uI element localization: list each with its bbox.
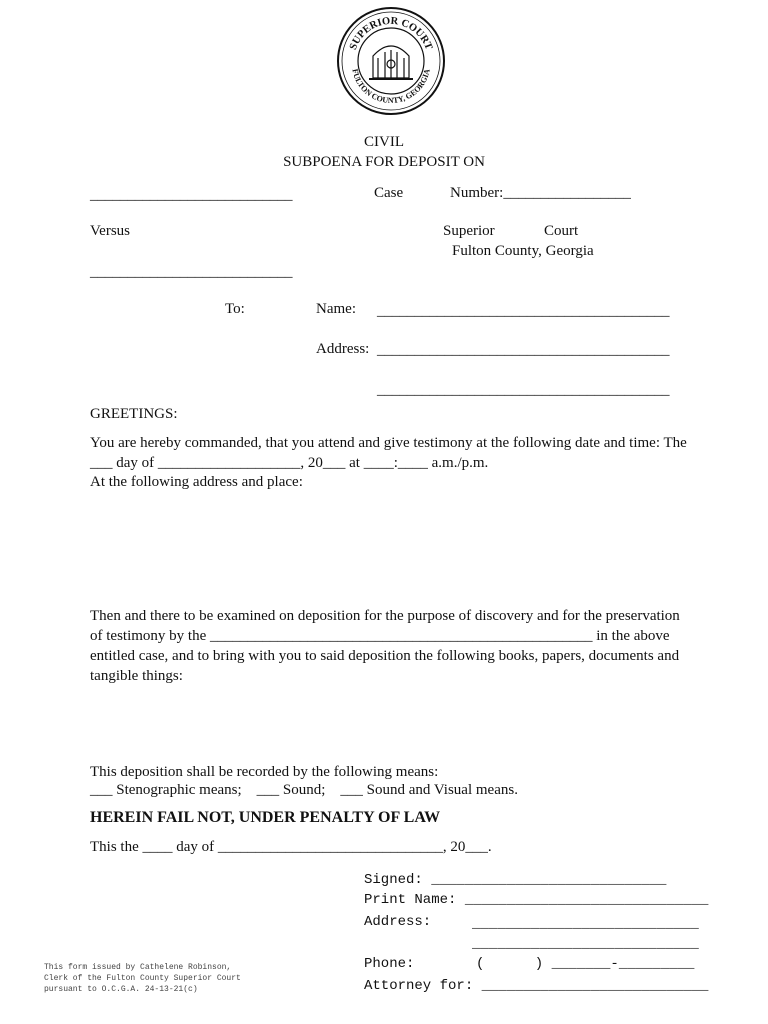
this-the-date-line[interactable]: This the ____ day of ______________________________, 20___. — [90, 839, 492, 855]
phone-field[interactable]: ( ) _______-_________ — [476, 956, 695, 972]
signature-address-field-1[interactable]: ___________________________ — [472, 916, 699, 932]
county-label: Fulton County, Georgia — [452, 243, 594, 259]
case-label: Case — [374, 185, 404, 201]
greetings-heading: GREETINGS: — [90, 406, 178, 422]
attorney-for-field[interactable]: Attorney for: ___________________________ — [364, 978, 709, 994]
court-superior-label: Superior — [443, 223, 495, 239]
signature-address-label: Address: — [364, 914, 432, 930]
to-label: To: — [225, 301, 245, 317]
address-label: Address: — [316, 341, 370, 357]
plaintiff-line[interactable]: ___________________________ — [90, 187, 293, 203]
form-title-subpoena: SUBPOENA FOR DEPOSIT ON — [283, 154, 485, 170]
case-number-field[interactable]: Number:_________________ — [450, 185, 631, 201]
court-seal-logo — [336, 6, 446, 116]
phone-label: Phone: — [364, 956, 415, 972]
address-place-text: At the following address and place: — [90, 474, 303, 490]
recording-means-options[interactable]: ___ Stenographic means; ___ Sound; ___ Sound and Visual means. — [90, 782, 518, 798]
print-name-field[interactable]: Print Name: _____________________________ — [364, 892, 709, 908]
address-field-1[interactable]: _______________________________________ — [377, 342, 670, 358]
commanded-paragraph: You are hereby commanded, that you attend and give testimony at the following date and time: The ___ day of ___________________, 20___ at ____:____ a.m./p.m. — [90, 435, 687, 471]
form-footnote — [44, 962, 304, 995]
signed-field[interactable]: Signed: ____________________________ — [364, 872, 667, 888]
examined-paragraph: Then and there to be examined on deposition for the purpose of discovery and for the preservation of testimony by the ___________________________________________________ in the above entitled case, and to bring with you to said deposition the following books, papers, documents and tangible things: — [90, 608, 680, 684]
footnote-line-2: Clerk of the Fulton County Superior Court — [44, 974, 241, 983]
seal-top-text: SUPERIOR COURT — [347, 15, 435, 52]
name-field[interactable]: _______________________________________ — [377, 303, 670, 319]
recorded-text: This deposition shall be recorded by the following means: — [90, 764, 439, 780]
seal-bottom-text: FULTON COUNTY, GEORGIA — [350, 68, 432, 106]
signature-address-field-2[interactable]: ___________________________ — [472, 936, 699, 952]
court-court-label: Court — [544, 223, 579, 239]
name-label: Name: — [316, 301, 356, 317]
versus-label: Versus — [90, 223, 130, 239]
footnote-line-1: This form issued by Cathelene Robinson, — [44, 963, 232, 972]
footnote-line-3: pursuant to O.C.G.A. 24-13-21(c) — [44, 985, 198, 994]
fail-not-warning: HEREIN FAIL NOT, UNDER PENALTY OF LAW — [90, 809, 441, 826]
form-title-civil: CIVIL — [364, 134, 404, 150]
defendant-line[interactable]: ___________________________ — [90, 264, 293, 280]
address-field-2[interactable]: _______________________________________ — [377, 382, 670, 398]
